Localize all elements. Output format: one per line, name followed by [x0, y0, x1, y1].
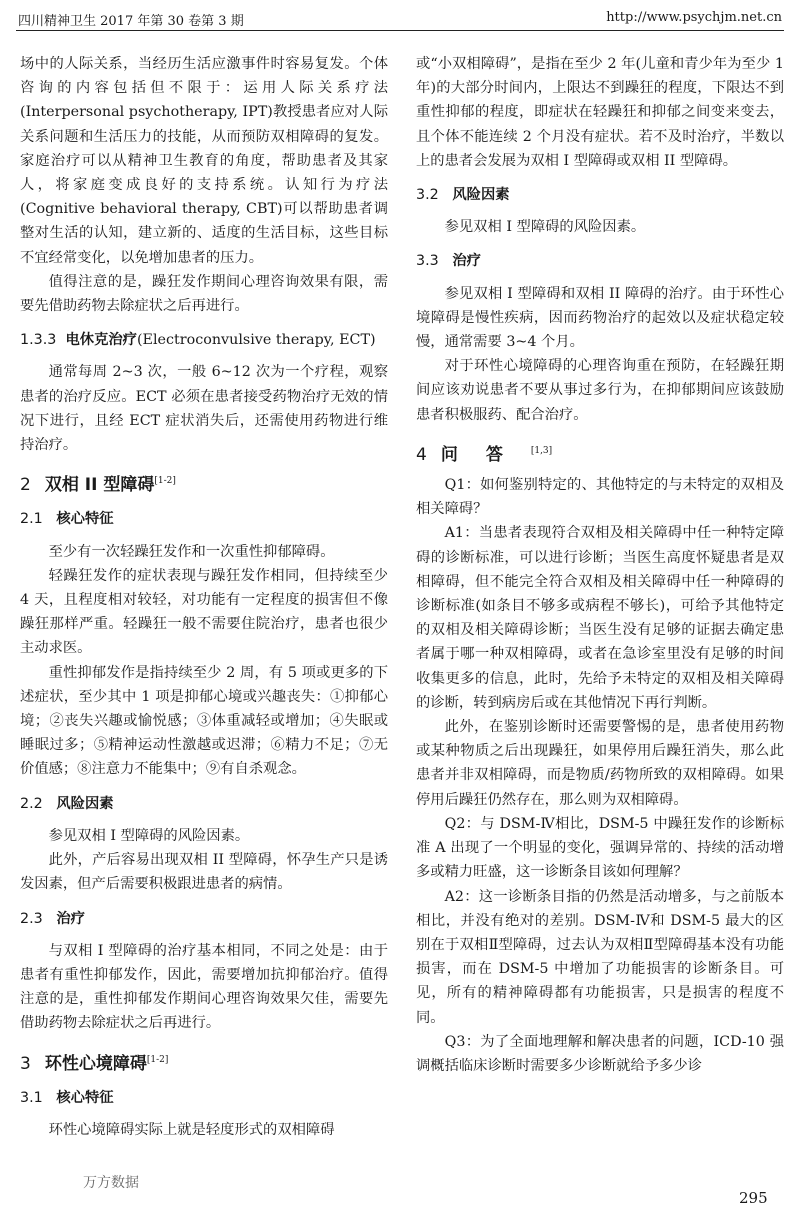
paragraph: 或“小双相障碍”，是指在至少 2 年(儿童和青少年为至少 1 年)的大部分时间内，上限达不到躁狂的程度，下限达不到重性抑郁的程度，即症状在轻躁狂和抑郁之间变来变去，且个体不能连续 2 个月没有症状。若不及时治疗，半数以上的患者会发展为双相 I 型障碍或双相 II 型障碍。	[416, 56, 784, 169]
section-heading-2-1: 2.1 核心特征	[20, 511, 114, 528]
paragraph: 参见双相 I 型障碍的风险因素。	[444, 219, 646, 236]
journal-info: 四川精神卫生 2017 年第 30 卷第 3 期	[18, 14, 244, 29]
paragraph: 此外，在鉴别诊断时还需要警惕的是，患者使用药物或某种物质之后出现躁狂，如果停用后躁狂消失，那么此患者并非双相障碍，而是物质/药物所致的双相障碍。如果停用后躁狂仍然存在，那么则为双相障碍。	[416, 719, 784, 808]
answer: A1：当患者表现符合双相及相关障碍中任一种特定障碍的诊断标准，可以进行诊断；当医生高度怀疑患者是双相障碍，但不能完全符合双相及相关障碍中任一种障碍的诊断标准(如条目不够多或病程不够长)，可给予其他特定的双相及相关障碍诊断；当医生没有足够的证据去确定患者属于哪一种双相障碍，或者在急诊室里没有足够的时间收集更多的信息，此时，先给予未特定的双相及相关障碍的诊断，转到病房后或在其他情况下再行判断。	[416, 525, 784, 711]
section-heading-3-3: 3.3 治疗	[416, 253, 481, 270]
paragraph: 轻躁狂发作的症状表现与躁狂发作相同，但持续至少 4 天，且程度相对较轻，对功能有一定程度的损害但不像躁狂那样严重。轻躁狂一般不需要住院治疗，患者也很少主动求医。	[20, 567, 388, 657]
section-heading-3-2: 3.2 风险因素	[416, 187, 510, 204]
section-heading-4: 4 问答[1,3]	[416, 444, 553, 465]
page-number: 295	[739, 1189, 768, 1207]
section-heading-2-2: 2.2 风险因素	[20, 795, 114, 812]
answer: A2：这一诊断条目指的仍然是活动增多，与之前版本相比，并没有绝对的差别。DSM-Ⅳ和 DSM-5 最大的区别在于双相Ⅱ型障碍，过去认为双相Ⅱ型障碍基本没有功能损害，而在 DSM-5 中增加了功能损害的诊断条目。可见，所有的精神障碍都有功能损害，只是损害的程度不同。	[416, 888, 784, 1026]
question: Q2：与 DSM-Ⅳ相比，DSM-5 中躁狂发作的诊断标准 A 出现了一个明显的变化，强调异常的、持续的活动增多或精力旺盛，这一诊断条目该如何理解？	[416, 815, 784, 881]
section-heading-3-1: 3.1 核心特征	[20, 1089, 114, 1106]
question: Q3：为了全面地理解和解决患者的问题，ICD-10 强调概括临床诊断时需要多少诊断就给予多少诊	[416, 1033, 784, 1074]
question: Q1：如何鉴别特定的、其他特定的与未特定的双相及相关障碍？	[416, 477, 784, 518]
citation: [1,3]	[530, 445, 553, 456]
paragraph: 环性心境障碍实际上就是轻度形式的双相障碍	[48, 1121, 335, 1138]
paragraph: 此外，产后容易出现双相 II 型障碍，怀孕生产只是诱发因素，但产后需要积极跟进患者的病情。	[20, 852, 388, 893]
section-heading-2-3: 2.3 治疗	[20, 910, 85, 927]
paragraph: 重性抑郁发作是指持续至少 2 周，有 5 项或更多的下述症状，至少其中 1 项是抑郁心境或兴趣丧失：①抑郁心境；②丧失兴趣或愉悦感；③体重减轻或增加；④失眠或睡眠过多；⑤精神运动性激越或迟滞；⑥精力不足；⑦无价值感；⑧注意力不能集中；⑨有自杀观念。	[20, 664, 388, 778]
citation: [1-2]	[154, 476, 176, 487]
paragraph: 值得注意的是，躁狂发作期间心理咨询效果有限，需要先借助药物去除症状之后再进行。	[20, 273, 388, 315]
paragraph: 对于环性心境障碍的心理咨询重在预防，在轻躁狂期间应该劝说患者不要从事过多行为，在抑郁期间应该鼓励患者积极服药、配合治疗。	[416, 358, 784, 423]
section-heading-3: 3 环性心境障碍[1-2]	[20, 1053, 169, 1074]
right-column	[416, 52, 784, 1078]
paragraph: 参见双相 I 型障碍的风险因素。	[48, 827, 250, 844]
paragraph: 至少有一次轻躁狂发作和一次重性抑郁障碍。	[48, 543, 335, 560]
journal-url: http://www.psychjm.net.cn	[606, 10, 782, 25]
paragraph: 参见双相 I 型障碍和双相 II 障碍的治疗。由于环性心境障碍是慢性疾病，因而药物治疗的起效以及症状稳定较慢，通常需要 3~4 个月。	[416, 285, 784, 351]
section-heading-1-3-3: 1.3.3 电休克治疗(Electroconvulsive therapy, ECT)	[20, 332, 376, 349]
watermark: 万方数据	[83, 1175, 139, 1191]
paragraph: 与双相 I 型障碍的治疗基本相同，不同之处是：由于患者有重性抑郁发作，因此，需要增加抗抑郁治疗。值得注意的是，重性抑郁发作期间心理咨询效果欠佳，需要先借助药物去除症状之后再进行。	[20, 942, 388, 1032]
paragraph: 通常每周 2~3 次，一般 6~12 次为一个疗程，观察患者的治疗反应。ECT 必须在患者接受药物治疗无效的情况下进行，且经 ECT 症状消失后，还需使用药物进行维持治疗。	[20, 364, 388, 454]
citation: [1-2]	[146, 1054, 169, 1065]
paragraph: 场中的人际关系，当经历生活应激事件时容易复发。个体咨询的内容包括但不限于：运用人际关系疗法(Interpersonal psychotherapy, IPT)教授患者应对人际关系问题和生活压力的技能，从而预防双相障碍的复发。家庭治疗可以从精神卫生教育的角度，帮助患者及其家人，将家庭变成良好的支持系统。认知行为疗法(Cognitive behavioral therapy, CBT)可以帮助患者调整对生活的认知，建立新的、适度的生活目标，这些目标不宜经常变化，以免增加患者的压力。	[20, 56, 388, 266]
section-heading-2: 2 双相 II 型障碍[1-2]	[20, 475, 176, 496]
left-column	[20, 52, 388, 1142]
running-header	[16, 4, 784, 31]
